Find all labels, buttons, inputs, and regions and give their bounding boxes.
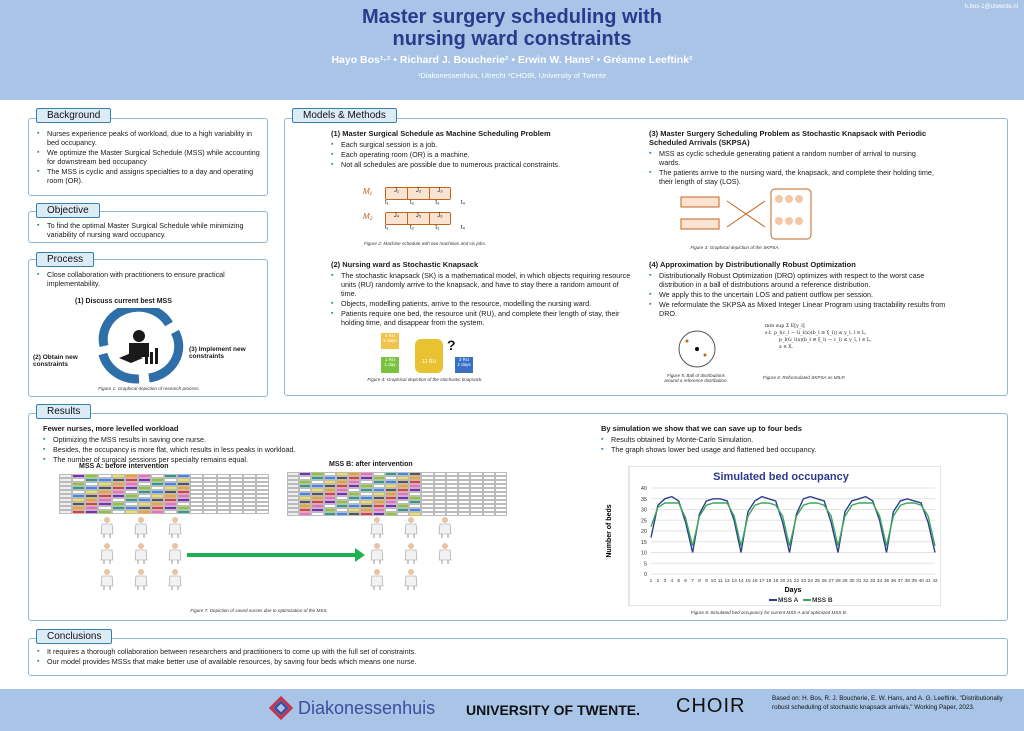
schedule-cell bbox=[85, 510, 98, 514]
nurse-icon bbox=[133, 568, 149, 590]
machine-label: M₂ bbox=[363, 212, 373, 221]
x-tick-label: 37 bbox=[897, 579, 904, 584]
process-cycle-diagram bbox=[89, 308, 189, 384]
distribution-ball-figure bbox=[669, 327, 729, 371]
conclusion-item: ▪ Our model provides MSSs that make better use of available resources, by saving four beds which means one nurse. bbox=[37, 657, 997, 666]
model-3 bbox=[649, 129, 939, 187]
x-tick-label: 15 bbox=[745, 579, 751, 584]
x-tick-label: 14 bbox=[738, 579, 744, 584]
model-4-item: ▪ We apply this to the uncertain LOS and patient outflow per session. bbox=[649, 290, 949, 299]
conclusions-panel bbox=[28, 638, 1008, 676]
x-tick-label: 33 bbox=[869, 579, 876, 584]
ru-box: 3 RU 2 days bbox=[455, 357, 473, 373]
figure-5-caption: Figure 5: Ball of distributions around a reference distribution. bbox=[664, 373, 728, 383]
schedule-cell bbox=[98, 510, 111, 514]
schedule-cell bbox=[256, 510, 269, 514]
x-tick-label: 17 bbox=[759, 579, 765, 584]
schedule-cell bbox=[243, 510, 256, 514]
results-panel bbox=[28, 413, 1008, 621]
step-2-label: (2) Obtain new constraints bbox=[33, 354, 78, 368]
objective-item: ▪ To find the optimal Master Surgical Schedule while minimizing variability of nursing ward occupancy. bbox=[37, 221, 262, 239]
models-panel bbox=[284, 118, 1008, 396]
background-item: ▪ We optimize the Master Surgical Schedule (MSS) while accounting for downstream bed occupancy bbox=[37, 148, 262, 166]
job-box: J₃ bbox=[430, 188, 450, 199]
schedule-cell bbox=[299, 512, 311, 516]
intervention-arrow bbox=[187, 553, 357, 557]
schedule-cell bbox=[287, 512, 299, 516]
background-item: ▪ Nurses experience peaks of workload, due to a high variability in bed occupancy. bbox=[37, 129, 262, 147]
job-box: J₆ bbox=[430, 213, 450, 224]
nurse-icon bbox=[403, 542, 419, 564]
x-tick-label: 10 bbox=[710, 579, 717, 584]
model-1 bbox=[331, 129, 631, 170]
x-tick-label: 39 bbox=[911, 579, 917, 584]
x-tick-label: 28 bbox=[842, 579, 848, 584]
title-line-2: nursing ward constraints bbox=[392, 28, 632, 50]
x-axis-label: Days bbox=[784, 587, 802, 594]
bed-occupancy-chart bbox=[601, 466, 941, 606]
x-tick-label: 41 bbox=[925, 579, 931, 584]
nurse-icon bbox=[403, 568, 419, 590]
schedule-cell bbox=[72, 510, 85, 514]
schedule-cell bbox=[495, 512, 507, 516]
model-3-item: ▪ The patients arrive to the nursing ward, the knapsack, and complete their holding time, their length of stay (LOS). bbox=[649, 168, 939, 186]
x-tick-label: 32 bbox=[863, 579, 869, 584]
legend-label: MSS B bbox=[812, 597, 833, 604]
schedule-cell bbox=[112, 510, 125, 514]
x-tick-label: 30 bbox=[849, 579, 855, 584]
nurse-icon bbox=[403, 516, 419, 538]
conclusion-item: ▪ It requires a thorough collaboration between researchers and practitioners to come up with the full set of constraints. bbox=[37, 647, 997, 656]
x-tick-label: 19 bbox=[773, 579, 779, 584]
poster-footer bbox=[0, 689, 1024, 731]
x-tick-label: 11 bbox=[717, 579, 723, 584]
nurse-icon bbox=[99, 568, 115, 590]
y-tick-label: 15 bbox=[640, 539, 647, 546]
model-2 bbox=[331, 260, 631, 328]
results-left-title: Fewer nurses, more levelled workload bbox=[43, 424, 179, 433]
schedule-cell bbox=[125, 510, 138, 514]
x-tick-label: 4 bbox=[670, 579, 674, 584]
schedule-cell bbox=[164, 510, 177, 514]
mss-a-table bbox=[59, 474, 269, 514]
schedule-cell bbox=[151, 510, 164, 514]
nurse-icon bbox=[369, 542, 385, 564]
nurse-icon bbox=[133, 516, 149, 538]
model-1-item: ▪ Each operating room (OR) is a machine. bbox=[331, 150, 631, 159]
x-tick-label: 22 bbox=[793, 579, 800, 584]
model-1-item: ▪ Each surgical session is a job. bbox=[331, 140, 631, 149]
diakonessenhuis-text: Diakonessenhuis bbox=[298, 697, 436, 718]
x-tick-label: 26 bbox=[821, 579, 827, 584]
x-tick-label: 5 bbox=[677, 579, 681, 584]
results-right-item: ▪ The graph shows lower bed usage and flattened bed occupancy. bbox=[601, 445, 991, 454]
x-tick-label: 25 bbox=[814, 579, 820, 584]
y-axis-label: Number of beds bbox=[606, 504, 613, 558]
poster-title bbox=[250, 6, 774, 50]
schedule-cell bbox=[203, 510, 216, 514]
model-2-item: ▪ Patients require one bed, the resource unit (RU), and complete their length of stay, their holding time, and disappear from the system. bbox=[331, 309, 631, 327]
model-3-title: (3) Master Surgery Scheduling Problem as Stochastic Knapsack with Periodic Scheduled Arrivals (SKPSA) bbox=[649, 129, 927, 147]
y-tick-label: 30 bbox=[640, 507, 647, 514]
conclusions-tag: Conclusions bbox=[36, 629, 112, 644]
formula-line: p_l(G_l(x)(b_l ⊘ ξ_l) − c_l) ≤ y_l, l ∈ L, bbox=[779, 338, 872, 343]
y-tick-label: 25 bbox=[640, 518, 647, 525]
model-4 bbox=[649, 260, 949, 319]
nurse-icon bbox=[99, 542, 115, 564]
schedule-cell bbox=[230, 510, 243, 514]
mss-b-label: MSS B: after intervention bbox=[329, 461, 413, 468]
milp-formula bbox=[765, 323, 915, 351]
figure-4-caption: Figure 4: Graphical depiction of the stochastic knapsack. bbox=[367, 377, 483, 382]
x-tick-label: 6 bbox=[684, 579, 687, 584]
nurse-icon bbox=[437, 516, 453, 538]
time-label: t₂ bbox=[410, 225, 415, 231]
results-tag: Results bbox=[36, 404, 91, 419]
ru-box: 1 RU 1 day bbox=[381, 357, 399, 373]
x-tick-label: 21 bbox=[786, 579, 793, 584]
results-left-item: ▪ Besides, the occupancy is more flat, which results in less peaks in workload. bbox=[43, 445, 443, 454]
results-left bbox=[43, 424, 443, 465]
arrow-head-icon bbox=[355, 548, 365, 562]
chart-title: Simulated bed occupancy bbox=[713, 471, 849, 483]
results-left-item: ▪ Optimizing the MSS results in saving one nurse. bbox=[43, 435, 443, 444]
job-box: J₄ bbox=[386, 213, 408, 224]
formula-line: x ∈ X. bbox=[779, 345, 794, 350]
y-tick-label: 40 bbox=[640, 486, 647, 492]
nurse-icon bbox=[133, 542, 149, 564]
time-label: t₄ bbox=[460, 200, 465, 206]
x-tick-label: 27 bbox=[828, 579, 834, 584]
background-item: ▪ The MSS is cyclic and assigns specialties to a day and operating room (OR). bbox=[37, 167, 262, 185]
time-label: t₂ bbox=[410, 200, 415, 206]
question-icon: ? bbox=[447, 337, 456, 353]
nurse-icon bbox=[369, 516, 385, 538]
process-tag: Process bbox=[36, 252, 94, 267]
figure-3-caption: Figure 3: Graphical depiction of the SKPSA. bbox=[690, 245, 780, 250]
time-label: t₃ bbox=[435, 200, 440, 206]
x-tick-label: 16 bbox=[752, 579, 758, 584]
job-box: J₅ bbox=[408, 213, 430, 224]
x-tick-label: 7 bbox=[691, 579, 694, 584]
x-tick-label: 18 bbox=[766, 579, 772, 584]
x-tick-label: 1 bbox=[649, 579, 653, 584]
model-2-item: ▪ Objects, modelling patients, arrive to the resource, modelling the nursing ward. bbox=[331, 299, 631, 308]
schedule-cell bbox=[190, 510, 203, 514]
time-label: t₁ bbox=[385, 200, 389, 206]
x-tick-label: 3 bbox=[663, 579, 667, 584]
utwente-logo: UNIVERSITY OF TWENTE. bbox=[466, 702, 640, 718]
figure-1-caption: Figure 1: Graphical depiction of research process. bbox=[98, 386, 200, 391]
nurse-icon bbox=[99, 516, 115, 538]
model-1-title: (1) Master Surgical Schedule as Machine Scheduling Problem bbox=[331, 129, 551, 138]
y-tick-label: 5 bbox=[643, 561, 647, 568]
step-1-label: (1) Discuss current best MSS bbox=[75, 298, 172, 305]
email[interactable]: h.bos-1@utwente.nl bbox=[964, 4, 1018, 10]
figure-7-caption: Figure 7: Depiction of saved nurses due to optimization of the MSS. bbox=[190, 608, 328, 613]
figure-2-caption: Figure 2: Machine schedule with two machines and six jobs. bbox=[363, 241, 487, 246]
diakonessenhuis-logo bbox=[268, 695, 435, 721]
affiliations: ¹Diakonessenhuis, Utrecht ²CHOIR, University of Twente bbox=[417, 71, 607, 80]
schedule-cell bbox=[138, 510, 151, 514]
machine-label: M₁ bbox=[363, 187, 373, 196]
poster-header bbox=[0, 0, 1024, 100]
x-tick-label: 12 bbox=[724, 579, 730, 584]
step-3-label: (3) Implement new constraints bbox=[189, 346, 246, 360]
x-tick-label: 31 bbox=[856, 579, 862, 584]
x-tick-label: 38 bbox=[904, 579, 910, 584]
x-tick-label: 20 bbox=[779, 579, 786, 584]
schedule-cell bbox=[336, 512, 348, 516]
model-4-title: (4) Approximation by Distributionally Robust Optimization bbox=[649, 260, 856, 269]
model-4-item: ▪ We reformulate the SKPSA as Mixed Integer Linear Program using tractability results from DRO. bbox=[649, 300, 949, 318]
time-label: t₄ bbox=[460, 225, 465, 231]
x-tick-label: 23 bbox=[800, 579, 807, 584]
model-4-item: ▪ Distributionally Robust Optimization (DRO) optimizes with respect to the worst case distribution in a ball of distributions around a reference distribution. bbox=[649, 271, 949, 289]
reference-text: Based on: H. Bos, R. J. Boucherie, E. W. Hans, and A. G. Leeftink, "Distributionally robust scheduling of stochastic knapsack arrivals," Working Paper, 2023. bbox=[772, 695, 1003, 711]
y-tick-label: 35 bbox=[640, 496, 647, 503]
schedule-cell bbox=[311, 512, 323, 516]
process-item: ▪ Close collaboration with practitioners to ensure practical implementability. bbox=[37, 270, 262, 288]
y-tick-label: 10 bbox=[640, 550, 647, 557]
mss-a-label: MSS A: before intervention bbox=[79, 463, 169, 470]
x-tick-label: 28 bbox=[835, 579, 841, 584]
x-tick-label: 13 bbox=[731, 579, 737, 584]
time-label: t₃ bbox=[435, 225, 440, 231]
schedule-cell bbox=[217, 510, 230, 514]
nurse-icon bbox=[369, 568, 385, 590]
x-tick-label: 42 bbox=[932, 579, 938, 584]
x-tick-label: 35 bbox=[883, 579, 890, 584]
figure-8-caption: Figure 8: Simulated bed occupancy for current MSS A and optimized MSS B. bbox=[690, 610, 848, 615]
results-right-title: By simulation we show that we can save up to four beds bbox=[601, 424, 802, 433]
x-tick-label: 9 bbox=[705, 579, 708, 584]
results-right-item: ▪ Results obtained by Monte-Carlo Simulation. bbox=[601, 435, 991, 444]
nurse-icon bbox=[167, 568, 183, 590]
results-left-item: ▪ The number of surgical sessions per specialty remains equal. bbox=[43, 455, 443, 464]
x-tick-label: 36 bbox=[890, 579, 897, 584]
x-tick-label: 24 bbox=[807, 579, 813, 584]
x-tick-label: 8 bbox=[698, 579, 701, 584]
ru-box: 4 RU 5 days bbox=[381, 333, 399, 349]
model-2-item: ▪ The stochastic knapsack (SK) is a mathematical model, in which objects requiring resource units (RU) randomly arrive to the knapsack, and have to stay there a random amount of time. bbox=[331, 271, 631, 298]
x-tick-label: 34 bbox=[876, 579, 883, 584]
authors: Hayo Bos¹·² • Richard J. Boucherie² • Erwin W. Hans² • Gréanne Leeftink² bbox=[331, 54, 693, 66]
nurses-b-group bbox=[369, 516, 479, 596]
mss-b-table bbox=[287, 472, 507, 516]
model-1-item: ▪ Not all schedules are possible due to numerous practical constraints. bbox=[331, 160, 631, 169]
choir-logo: CHOIR bbox=[676, 695, 746, 717]
schedule-cell bbox=[483, 512, 495, 516]
title-line-1: Master surgery scheduling with bbox=[361, 6, 663, 28]
job-box: J₂ bbox=[408, 188, 430, 199]
background-tag: Background bbox=[36, 108, 111, 123]
job-box: J₁ bbox=[386, 188, 408, 199]
schedule-cell bbox=[59, 510, 72, 514]
model-2-title: (2) Nursing ward as Stochastic Knapsack bbox=[331, 260, 479, 269]
knapsack-figure bbox=[381, 333, 501, 377]
x-tick-label: 40 bbox=[918, 579, 924, 584]
nurse-icon bbox=[167, 542, 183, 564]
schedule-cell bbox=[324, 512, 336, 516]
y-tick-label: 20 bbox=[640, 529, 647, 535]
schedule-cell bbox=[348, 512, 360, 516]
legend-label: MSS A bbox=[778, 597, 799, 604]
x-tick-label: 2 bbox=[656, 579, 660, 584]
skpsa-figure bbox=[667, 187, 827, 243]
model-3-item: ▪ MSS as cyclic schedule generating patient a random number of arrival to nursing wards. bbox=[649, 149, 939, 167]
objective-tag: Objective bbox=[36, 203, 100, 218]
figure-6-caption: Figure 6: Reformulated SKPSA as MILP. bbox=[763, 375, 846, 380]
formula-line: s.t. p_l(c_l − G_l(x)(b_l ⊘ ξ_l)) ≤ y_l, l ∈ L, bbox=[765, 331, 867, 336]
background-panel bbox=[28, 118, 268, 196]
knapsack-icon: 12 RU bbox=[415, 339, 443, 373]
results-right bbox=[601, 424, 991, 455]
formula-line: min sup Σ E[y_l] bbox=[765, 324, 805, 329]
y-tick-label: 0 bbox=[643, 572, 647, 578]
nurse-icon bbox=[167, 516, 183, 538]
nurse-icon bbox=[437, 542, 453, 564]
models-tag: Models & Methods bbox=[292, 108, 397, 123]
process-panel bbox=[28, 259, 268, 397]
time-label: t₁ bbox=[385, 225, 389, 231]
diakonessenhuis-logo-icon bbox=[268, 695, 294, 721]
schedule-cell bbox=[177, 510, 190, 514]
machine-schedule-figure bbox=[363, 185, 483, 237]
